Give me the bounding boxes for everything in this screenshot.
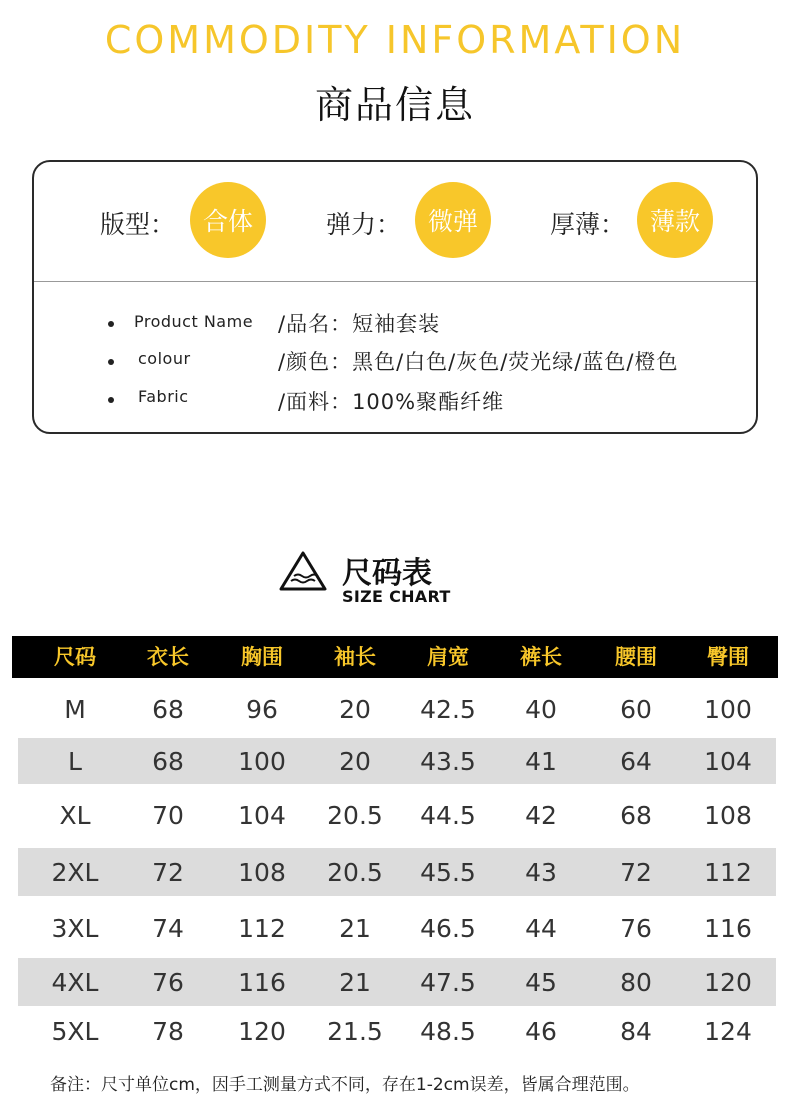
attr-fit-label: 版型：: [100, 210, 176, 239]
measurement-cell: 42.5: [420, 695, 476, 724]
measurement-cell: 64: [620, 747, 652, 776]
hanger-icon: [278, 550, 328, 592]
column-header: 腰围: [615, 645, 657, 669]
title-chinese: 商品信息: [314, 83, 475, 127]
measurement-cell: 96: [246, 695, 278, 724]
size-cell: 5XL: [51, 1017, 99, 1046]
attr-stretch-badge: 微弹: [415, 182, 491, 258]
measurement-cell: 60: [620, 695, 652, 724]
spec-product-name-cn: /品名：短袖套装: [278, 312, 441, 336]
column-header: 尺码: [54, 645, 96, 669]
measurement-cell: 40: [525, 695, 557, 724]
measurement-cell: 108: [238, 858, 286, 887]
bullet-icon: [108, 397, 114, 403]
measurement-cell: 43: [525, 858, 557, 887]
measurement-cell: 100: [238, 747, 286, 776]
measurement-cell: 78: [152, 1017, 184, 1046]
measurement-cell: 112: [704, 858, 752, 887]
measurement-cell: 20.5: [327, 801, 383, 830]
attr-fit-badge: 合体: [190, 182, 266, 258]
measurement-cell: 108: [704, 801, 752, 830]
measurement-cell: 45: [525, 968, 557, 997]
measurement-cell: 46.5: [420, 914, 476, 943]
measurement-cell: 21: [339, 968, 371, 997]
size-cell: XL: [59, 801, 91, 830]
attr-thickness-label: 厚薄：: [550, 210, 626, 239]
measurement-cell: 112: [238, 914, 286, 943]
attr-stretch-label: 弹力：: [326, 210, 402, 239]
spec-product-name-en: Product Name: [134, 312, 254, 331]
measurement-cell: 74: [152, 914, 184, 943]
measurement-cell: 44.5: [420, 801, 476, 830]
measurement-cell: 44: [525, 914, 557, 943]
size-cell: 4XL: [51, 968, 99, 997]
size-cell: 2XL: [51, 858, 99, 887]
size-chart-subtitle: SIZE CHART: [342, 587, 451, 606]
bullet-icon: [108, 359, 114, 365]
measurement-cell: 76: [620, 914, 652, 943]
measurement-cell: 20.5: [327, 858, 383, 887]
column-header: 衣长: [147, 645, 189, 669]
measurement-cell: 80: [620, 968, 652, 997]
measurement-cell: 120: [238, 1017, 286, 1046]
measurement-cell: 104: [238, 801, 286, 830]
measurement-cell: 104: [704, 747, 752, 776]
measurement-cell: 72: [620, 858, 652, 887]
size-note: 备注：尺寸单位cm，因手工测量方式不同，存在1-2cm误差，皆属合理范围。: [50, 1075, 640, 1095]
spec-fabric-en: Fabric: [138, 387, 189, 406]
measurement-cell: 41: [525, 747, 557, 776]
size-chart-title: 尺码表: [342, 556, 432, 591]
size-cell: 3XL: [51, 914, 99, 943]
measurement-cell: 124: [704, 1017, 752, 1046]
measurement-cell: 116: [704, 914, 752, 943]
measurement-cell: 70: [152, 801, 184, 830]
attr-thickness-badge: 薄款: [637, 182, 713, 258]
spec-fabric-cn: /面料：100%聚酯纤维: [278, 390, 505, 414]
info-divider: [34, 281, 756, 282]
size-cell: M: [64, 695, 86, 724]
spec-colour-en: colour: [138, 349, 191, 368]
measurement-cell: 116: [238, 968, 286, 997]
column-header: 裤长: [520, 645, 562, 669]
measurement-cell: 42: [525, 801, 557, 830]
measurement-cell: 100: [704, 695, 752, 724]
measurement-cell: 43.5: [420, 747, 476, 776]
title-english: COMMODITY INFORMATION: [104, 18, 686, 62]
measurement-cell: 47.5: [420, 968, 476, 997]
measurement-cell: 21: [339, 914, 371, 943]
measurement-cell: 21.5: [327, 1017, 383, 1046]
measurement-cell: 68: [620, 801, 652, 830]
column-header: 肩宽: [427, 645, 469, 669]
measurement-cell: 46: [525, 1017, 557, 1046]
measurement-cell: 76: [152, 968, 184, 997]
column-header: 臀围: [707, 645, 749, 669]
spec-colour-cn: /颜色：黑色/白色/灰色/荧光绿/蓝色/橙色: [278, 350, 679, 374]
size-cell: L: [68, 747, 82, 776]
measurement-cell: 72: [152, 858, 184, 887]
measurement-cell: 45.5: [420, 858, 476, 887]
measurement-cell: 20: [339, 747, 371, 776]
bullet-icon: [108, 321, 114, 327]
measurement-cell: 68: [152, 747, 184, 776]
measurement-cell: 84: [620, 1017, 652, 1046]
measurement-cell: 20: [339, 695, 371, 724]
measurement-cell: 48.5: [420, 1017, 476, 1046]
column-header: 袖长: [334, 645, 376, 669]
measurement-cell: 120: [704, 968, 752, 997]
column-header: 胸围: [241, 645, 283, 669]
measurement-cell: 68: [152, 695, 184, 724]
